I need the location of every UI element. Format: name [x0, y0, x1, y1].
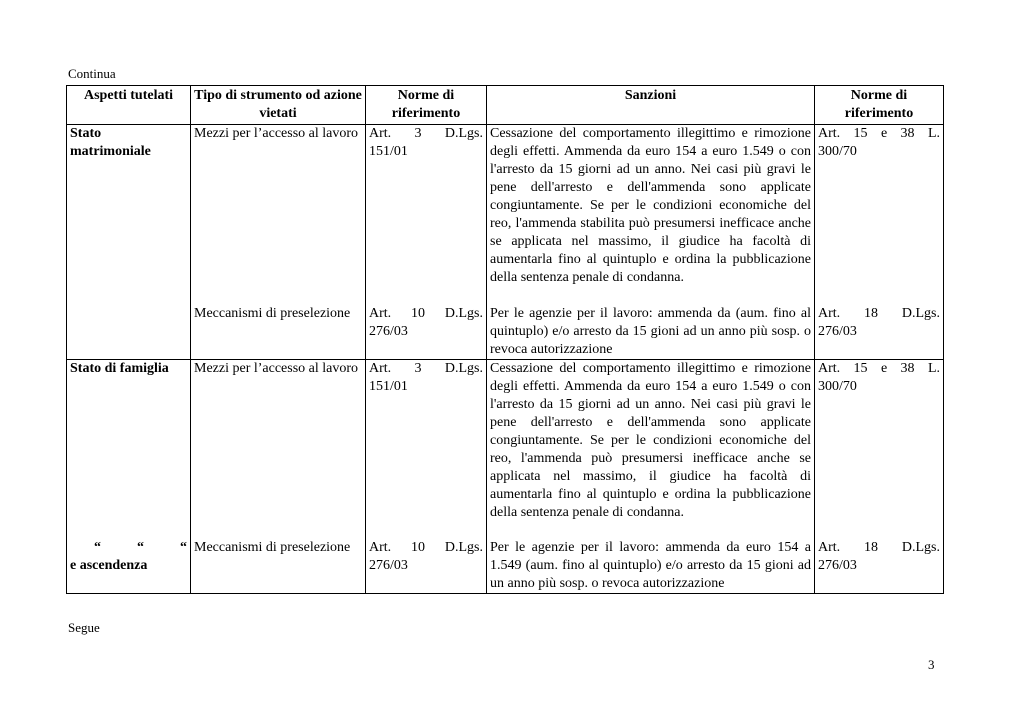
table-row	[67, 305, 944, 360]
aspect-cell	[67, 305, 191, 360]
segue-label: Segue	[68, 620, 100, 635]
aspect-cell: Stato di famiglia	[67, 359, 191, 539]
continua-label: Continua	[68, 66, 116, 81]
sanctions-table	[66, 85, 944, 594]
sanction-cell: Cessazione del comportamento illegittimo e rimozione degli effetti. Ammenda da euro 154 a euro 1.549 o con l'arresto da 15 giorni ad un anno. Nei casi più gravi le pene dell'arresto e dell'ammenda sono applicate congiuntamente. Se per le condizioni economiche del reo, l'ammenda stabilita può presumersi inefficace anche se applicata nel massimo, il giudice ha facoltà di aumentarla fino al quintuplo e ordina la pubblicazione della sentenza penale di condanna.	[487, 125, 815, 305]
norm-cell: Art. 10 D.Lgs. 276/03	[366, 305, 487, 360]
tool-cell: Meccanismi di preselezione	[191, 539, 366, 594]
norm-cell: Art. 10 D.Lgs. 276/03	[366, 539, 487, 594]
ref-cell: Art. 18 D.Lgs. 276/03	[815, 305, 944, 360]
table-header-row	[67, 86, 944, 125]
ref-cell: Art. 15 e 38 L. 300/70	[815, 359, 944, 539]
aspect-cell: “ “ “ e ascendenza	[67, 539, 191, 594]
tool-cell: Mezzi per l’accesso al lavoro	[191, 125, 366, 305]
sanction-cell: Per le agenzie per il lavoro: ammenda da euro 154 a 1.549 (aum. fino al quintuplo) e/o arresto da 15 gioni ad un anno più sosp. o revoca autorizzazione	[487, 539, 815, 594]
header-tipo: Tipo di strumento od azione vietati	[191, 86, 366, 125]
ditto-marks: “ “ “	[94, 540, 187, 555]
aspect-cell: Stato matrimoniale	[67, 125, 191, 305]
ref-cell: Art. 15 e 38 L. 300/70	[815, 125, 944, 305]
header-norme-2: Norme di riferimento	[815, 86, 944, 125]
header-aspetti: Aspetti tutelati	[67, 86, 191, 125]
tool-cell: Mezzi per l’accesso al lavoro	[191, 359, 366, 539]
sanction-cell: Cessazione del comportamento illegittimo e rimozione degli effetti. Ammenda da euro 154 a euro 1.549 o con l'arresto da 15 giorni ad un anno. Nei casi più gravi le pene dell'arresto e dell'ammenda sono applicate congiuntamente. Se per le condizioni economiche del reo, l'ammenda può presumersi inefficace anche se applicata nel massimo, il giudice ha facoltà di aumentarla fino al quintuplo e ordina la pubblicazione della sentenza penale di condanna.	[487, 359, 815, 539]
header-sanzioni: Sanzioni	[487, 86, 815, 125]
table-row	[67, 539, 944, 594]
sanction-cell: Per le agenzie per il lavoro: ammenda da (aum. fino al quintuplo) e/o arresto da 15 gioni ad un anno più sosp. o revoca autorizzazione	[487, 305, 815, 360]
ref-cell: Art. 18 D.Lgs. 276/03	[815, 539, 944, 594]
norm-cell: Art. 3 D.Lgs. 151/01	[366, 359, 487, 539]
tool-cell: Meccanismi di preselezione	[191, 305, 366, 360]
norm-cell: Art. 3 D.Lgs. 151/01	[366, 125, 487, 305]
table-row	[67, 359, 944, 539]
table-row	[67, 125, 944, 305]
page-number: 3	[928, 657, 935, 672]
header-norme: Norme di riferimento	[366, 86, 487, 125]
